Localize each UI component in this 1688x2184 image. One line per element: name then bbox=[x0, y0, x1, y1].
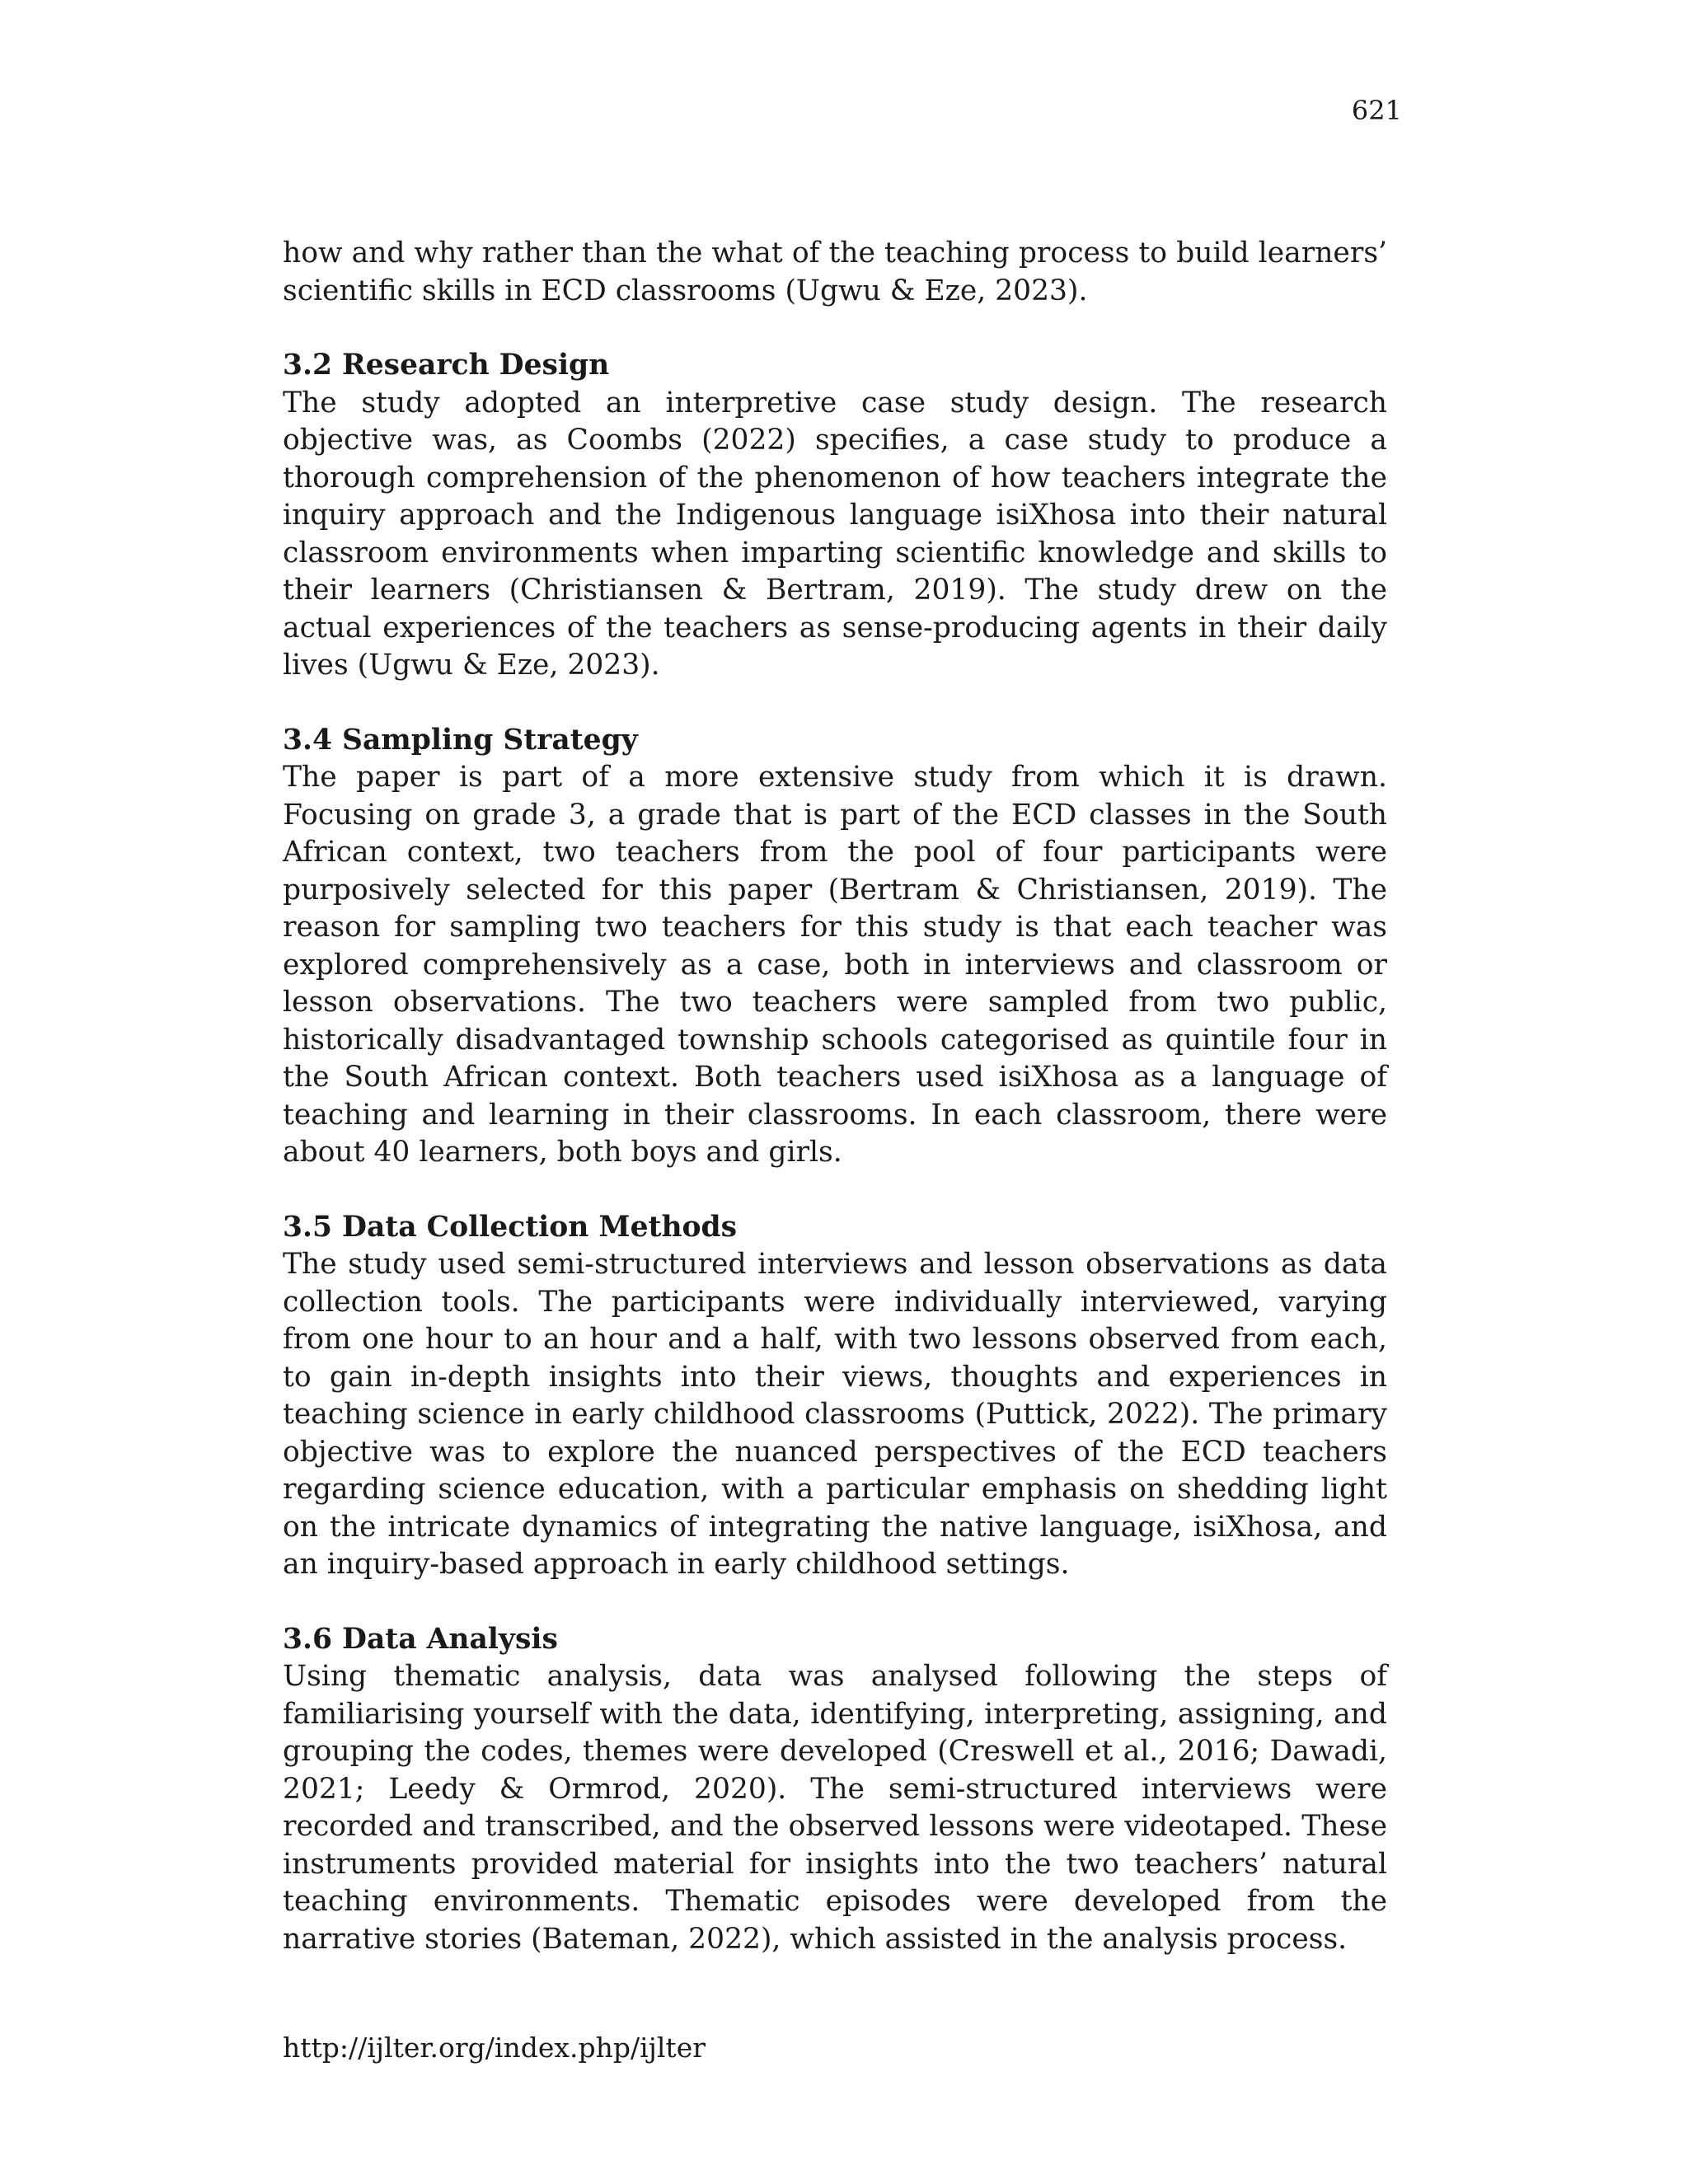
footer-url[interactable]: http://ijlter.org/index.php/ijlter bbox=[283, 2032, 706, 2064]
section-heading: 3.2 Research Design bbox=[283, 349, 610, 382]
section-research-design bbox=[283, 347, 1387, 685]
page-number: 621 bbox=[1351, 95, 1402, 126]
section-heading: 3.6 Data Analysis bbox=[283, 1622, 558, 1656]
section-data-analysis bbox=[283, 1621, 1387, 1959]
section-heading: 3.4 Sampling Strategy bbox=[283, 723, 638, 757]
section-body: The paper is part of a more extensive study from which it is drawn. Focusing on grade 3, a grade that is part of the ECD classes in the South African context, two teachers from the pool of four participants were purposively selected for this paper (Bertram & Christiansen, 2019). The reason for sampling two teachers for this study is that each teacher was explored comprehensively as a case, both in interviews and classroom or lesson observations. The two teachers were sampled from two public, historically disadvantaged township schools categorised as quintile four in the South African context. Both teachers used isiXhosa as a language of teaching and learning in their classrooms. In each classroom, there were about 40 learners, both boys and girls. bbox=[283, 761, 1387, 1169]
section-body: The study used semi-structured interviews and lesson observations as data collection tools. The participants were individually interviewed, varying from one hour to an hour and a half, with two lessons observed from each, to gain in-depth insights into their views, thoughts and experiences in teaching science in early childhood classrooms (Puttick, 2022). The primary objective was to explore the nuanced perspectives of the ECD teachers regarding science education, with a particular emphasis on shedding light on the intricate dynamics of integrating the native language, isiXhosa, and an inquiry-based approach in early childhood settings. bbox=[283, 1248, 1387, 1581]
section-sampling-strategy bbox=[283, 722, 1387, 1172]
page-content bbox=[283, 235, 1387, 1958]
intro-paragraph: how and why rather than the what of the teaching process to build learners’ scientific skills in ECD classrooms (Ugwu & Eze, 2023). bbox=[283, 237, 1387, 307]
section-heading: 3.5 Data Collection Methods bbox=[283, 1210, 738, 1244]
section-data-collection bbox=[283, 1209, 1387, 1584]
section-body: Using thematic analysis, data was analysed following the steps of familiarising yourself with the data, identifying, interpreting, assigning, and grouping the codes, themes were developed (Creswell et al., 2016; Dawadi, 2021; Leedy & Ormrod, 2020). The semi-structured interviews were recorded and transcribed, and the observed lessons were videotaped. These instruments provided material for insights into the two teachers’ natural teaching environments. Thematic episodes were developed from the narrative stories (Bateman, 2022), which assisted in the analysis process. bbox=[283, 1660, 1387, 1956]
section-body: The study adopted an interpretive case study design. The research objective was, as Coombs (2022) specifies, a case study to produce a thorough comprehension of the phenomenon of how teachers integrate the inquiry approach and the Indigenous language isiXhosa into their natural classroom environments when imparting scientific knowledge and skills to their learners (Christiansen & Bertram, 2019). The study drew on the actual experiences of the teachers as sense-producing agents in their daily lives (Ugwu & Eze, 2023). bbox=[283, 386, 1387, 682]
